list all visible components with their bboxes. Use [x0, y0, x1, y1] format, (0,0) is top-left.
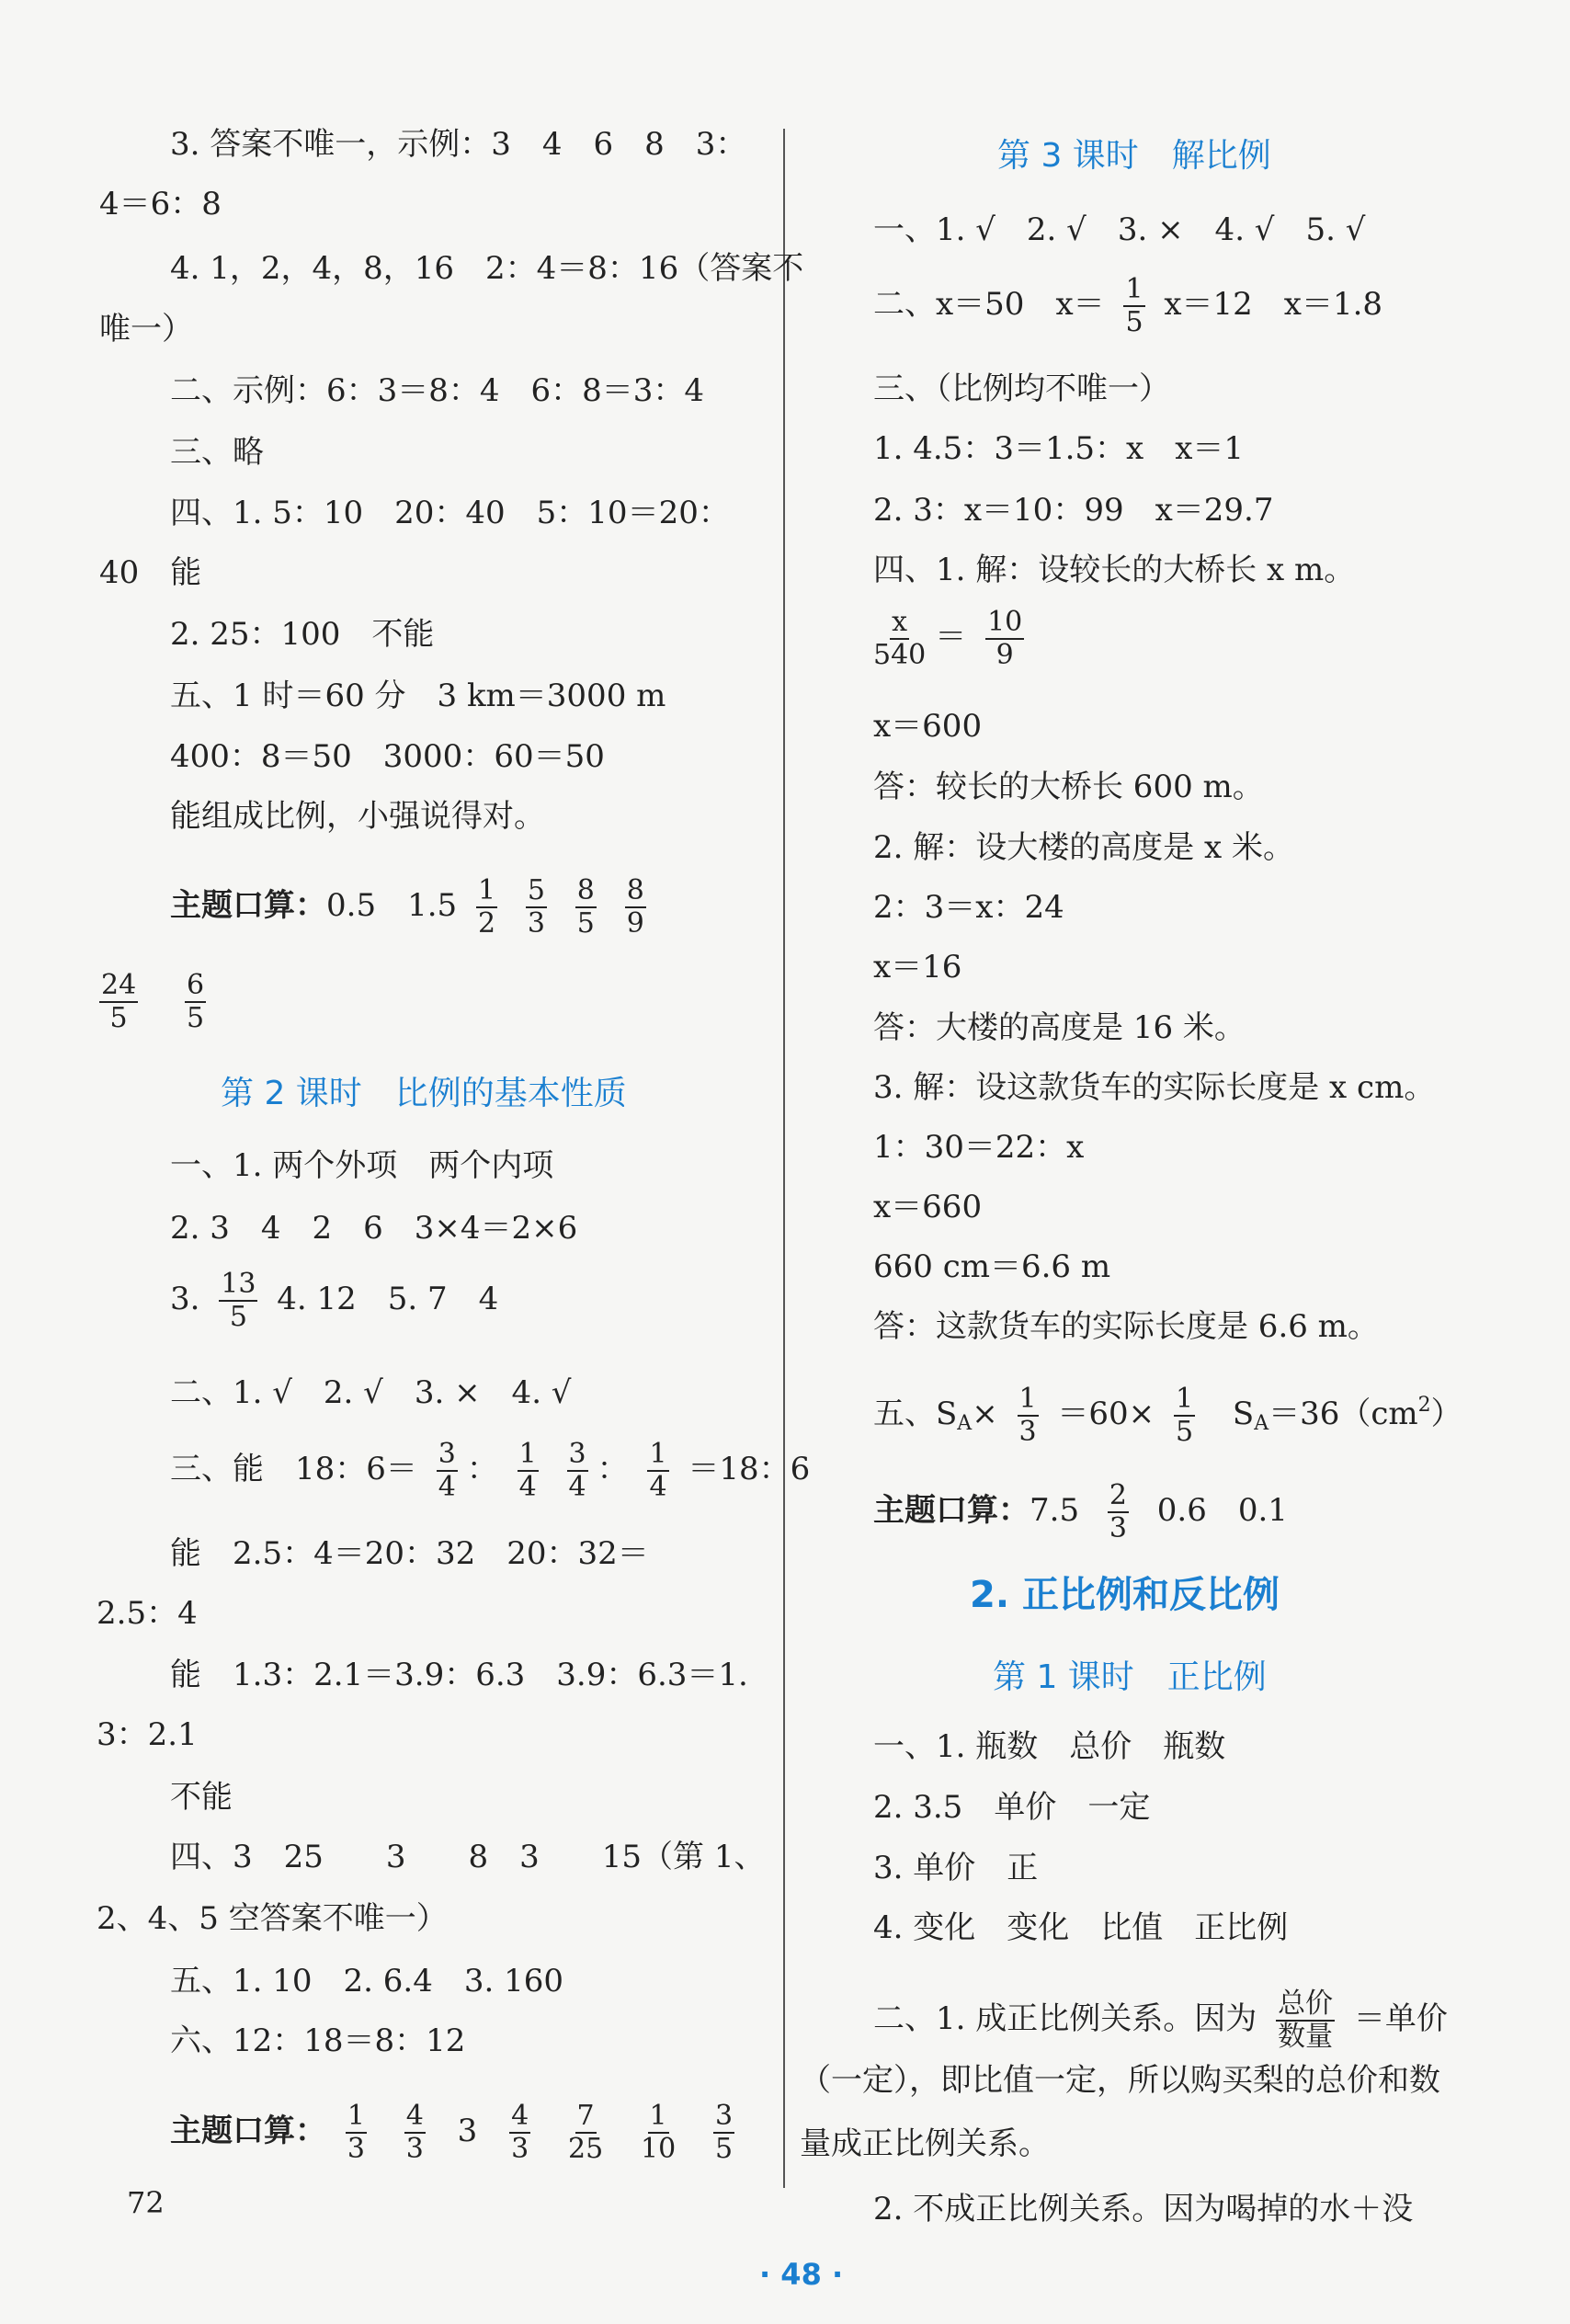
answer-text: 0.6 0.1: [1156, 1492, 1288, 1529]
fraction: $\frac{3}{5}$: [714, 2100, 734, 2165]
fraction: $\frac{\text{总价}}{\text{数量}}$: [1278, 1988, 1334, 2053]
answer-text: 五、S: [873, 1396, 958, 1432]
answer-line: 不能: [170, 1779, 233, 1816]
fraction: $\frac{1}{4}$: [649, 1438, 667, 1503]
mental-math-label: 主题口算：: [170, 887, 326, 924]
answer-line: 400：8＝50 3000：60＝50: [170, 738, 605, 775]
answer-line: 三、（比例均不唯一）: [873, 370, 1170, 407]
fraction: $\frac{1}{3}$: [347, 2100, 365, 2165]
answer-text: x＝12 x＝1.8: [1164, 286, 1383, 323]
fraction: $\frac{1}{5}$: [1125, 273, 1143, 338]
answer-text: 3.: [170, 1281, 200, 1317]
answer-line: 2. 不成正比例关系。因为喝掉的水＋没: [873, 2191, 1414, 2227]
answer-text: 4. 12 5. 7 4: [277, 1281, 499, 1317]
answer-line: 一、1. 两个外项 两个内项: [170, 1147, 554, 1184]
answer-line: 五、1. 10 2. 6.4 3. 160: [170, 1963, 563, 1999]
answer-line: 4. 变化 变化 比值 正比例: [873, 1909, 1289, 1946]
answer-line: 二、示例：6：3＝8：4 6：8＝3：4: [170, 372, 705, 409]
mental-math-line: [90, 970, 215, 1034]
answer-line: 2. 3：x＝10：99 x＝29.7: [873, 492, 1274, 529]
footer-page-ref: 72: [127, 2185, 165, 2220]
answer-line: 四、3 25 3 8 3 15（第 1、: [170, 1839, 766, 1875]
answer-line: [170, 1269, 498, 1333]
mental-math-line: [170, 875, 655, 940]
answer-line: 660 cm＝6.6 m: [873, 1248, 1111, 1285]
mental-math-line: [170, 2101, 744, 2165]
answer-line: 3. 答案不唯一，示例：3 4 6 8 3：: [170, 126, 747, 163]
answer-line: 四、1. 5：10 20：40 5：10＝20：: [170, 495, 730, 531]
mental-math-line: [873, 1480, 1288, 1544]
answer-line: 四、1. 解：设较长的大桥长 x m。: [873, 552, 1356, 588]
answer-line: 3. 解：设这款货车的实际长度是 x cm。: [873, 1069, 1436, 1106]
answer-line: 答：大楼的高度是 16 米。: [873, 1009, 1246, 1046]
answer-line: 一、1. √ 2. √ 3. × 4. √ 5. √: [873, 211, 1366, 248]
answer-line: 能 1.3：2.1＝3.9：6.3 3.9：6.3＝1.: [170, 1657, 748, 1693]
answer-line: 三、能 18：6＝ $\frac{3}{4}$ ： $\frac{1}{4}$ $\frac{3}{4}$ ： $\frac{1}{4}$ ＝18：6: [170, 1438, 811, 1503]
answer-line: 2. 解：设大楼的高度是 x 米。: [873, 829, 1295, 866]
fraction: $\frac{6}{5}$: [187, 969, 205, 1034]
answer-text: ＝单价: [1353, 2000, 1448, 2037]
fraction: $\frac{10}{9}$: [987, 606, 1023, 671]
answer-text: 0.5 1.5: [326, 887, 458, 924]
answer-line: x＝600: [873, 708, 983, 745]
fraction: $\frac{8}{9}$: [626, 874, 644, 940]
answer-line: 2、4、5 空答案不唯一）: [97, 1900, 448, 1937]
fraction: $\frac{1}{3}$: [1018, 1383, 1037, 1448]
answer-line: 六、12：18＝8：12: [170, 2022, 466, 2059]
fraction: $\frac{13}{5}$: [221, 1268, 256, 1333]
answer-line: 能 2.5：4＝20：32 20：32＝: [170, 1535, 649, 1572]
answer-line: [873, 1384, 1462, 1448]
fraction: $\frac{5}{3}$: [527, 874, 545, 940]
fraction: $\frac{1}{4}$: [518, 1438, 537, 1503]
fraction: $\frac{3}{4}$: [568, 1438, 586, 1503]
answer-text: 7.5: [1030, 1492, 1080, 1529]
answer-line: 五、1 时＝60 分 3 km＝3000 m: [170, 678, 666, 714]
equation-line: $\frac{x}{540}$ ＝ $\frac{10}{9}$: [873, 606, 1023, 671]
section-title: 第 1 课时 正比例: [993, 1658, 1267, 1696]
fraction: $\frac{7}{25}$: [567, 2100, 604, 2165]
answer-line: 1. 4.5：3＝1.5：x x＝1: [873, 430, 1245, 467]
answer-line: 2. 3.5 单价 一定: [873, 1789, 1151, 1826]
answer-line: 2.5：4: [97, 1595, 198, 1632]
answer-text: ＝60×: [1057, 1396, 1155, 1432]
subscript: A: [1254, 1412, 1269, 1435]
fraction: $\frac{4}{3}$: [405, 2100, 424, 2165]
answer-line: [873, 274, 1382, 338]
answer-line: 2. 25：100 不能: [170, 616, 435, 653]
answer-text: ＝18：6: [688, 1451, 811, 1487]
page-number: · 48 ·: [759, 2257, 844, 2292]
subscript: A: [957, 1412, 973, 1435]
answer-line: [873, 1988, 1448, 2053]
answer-text: S: [1232, 1396, 1255, 1432]
answer-line: 量成正比例关系。: [800, 2125, 1050, 2162]
answer-line: 4. 1，2，4，8，16 2：4＝8：16（答案不: [170, 250, 804, 287]
chapter-title: 2. 正比例和反比例: [970, 1574, 1280, 1616]
answer-line: 答：较长的大桥长 600 m。: [873, 769, 1264, 805]
fraction: $\frac{3}{4}$: [438, 1438, 456, 1503]
answer-line: 能组成比例，小强说得对。: [170, 798, 545, 835]
fraction: $\frac{24}{5}$: [101, 969, 137, 1034]
section-title: 第 3 课时 解比例: [997, 137, 1271, 175]
answer-text: ＝36（cm: [1269, 1396, 1418, 1432]
fraction: $\frac{8}{5}$: [576, 874, 595, 940]
answer-line: 40 能: [99, 554, 202, 591]
answer-line: 答：这款货车的实际长度是 6.6 m。: [873, 1308, 1379, 1345]
answer-line: 唯一）: [99, 311, 193, 347]
column-divider: [783, 129, 785, 2188]
answer-line: 三、略: [170, 434, 264, 471]
answer-text: 三、能 18：6＝: [170, 1451, 417, 1487]
mental-math-label: 主题口算：: [170, 2113, 326, 2149]
answer-line: 2：3＝x：24: [873, 889, 1064, 926]
fraction: $\frac{4}{3}$: [511, 2100, 529, 2165]
answer-text: ×: [972, 1396, 998, 1432]
answer-line: 3：2.1: [97, 1716, 198, 1753]
answer-line: 二、1. √ 2. √ 3. × 4. √: [170, 1374, 572, 1411]
fraction: $\frac{1}{5}$: [1175, 1383, 1194, 1448]
answer-line: 4＝6：8: [99, 186, 222, 222]
answer-line: 1：30＝22：x: [873, 1129, 1085, 1166]
section-title: 第 2 课时 比例的基本性质: [221, 1075, 627, 1112]
answer-line: 一、1. 瓶数 总价 瓶数: [873, 1728, 1226, 1765]
answer-line: 3. 单价 正: [873, 1850, 1039, 1886]
superscript: 2: [1417, 1394, 1431, 1417]
fraction: $\frac{x}{540}$: [873, 606, 927, 671]
answer-line: 2. 3 4 2 6 3×4＝2×6: [170, 1210, 578, 1247]
answer-line: x＝660: [873, 1189, 983, 1225]
answer-text: ）: [1430, 1396, 1462, 1432]
fraction: $\frac{1}{10}$: [640, 2100, 677, 2165]
fraction: $\frac{1}{2}$: [477, 874, 496, 940]
answer-text: 二、1. 成正比例关系。因为: [873, 2000, 1257, 2037]
answer-line: x＝16: [873, 949, 962, 985]
answer-text: 二、x＝50 x＝: [873, 286, 1105, 323]
fraction: $\frac{2}{3}$: [1109, 1479, 1127, 1544]
answer-text: 3: [457, 2113, 478, 2149]
mental-math-label: 主题口算：: [873, 1492, 1030, 1529]
answer-line: （一定），即比值一定，所以购买梨的总价和数: [800, 2062, 1440, 2099]
